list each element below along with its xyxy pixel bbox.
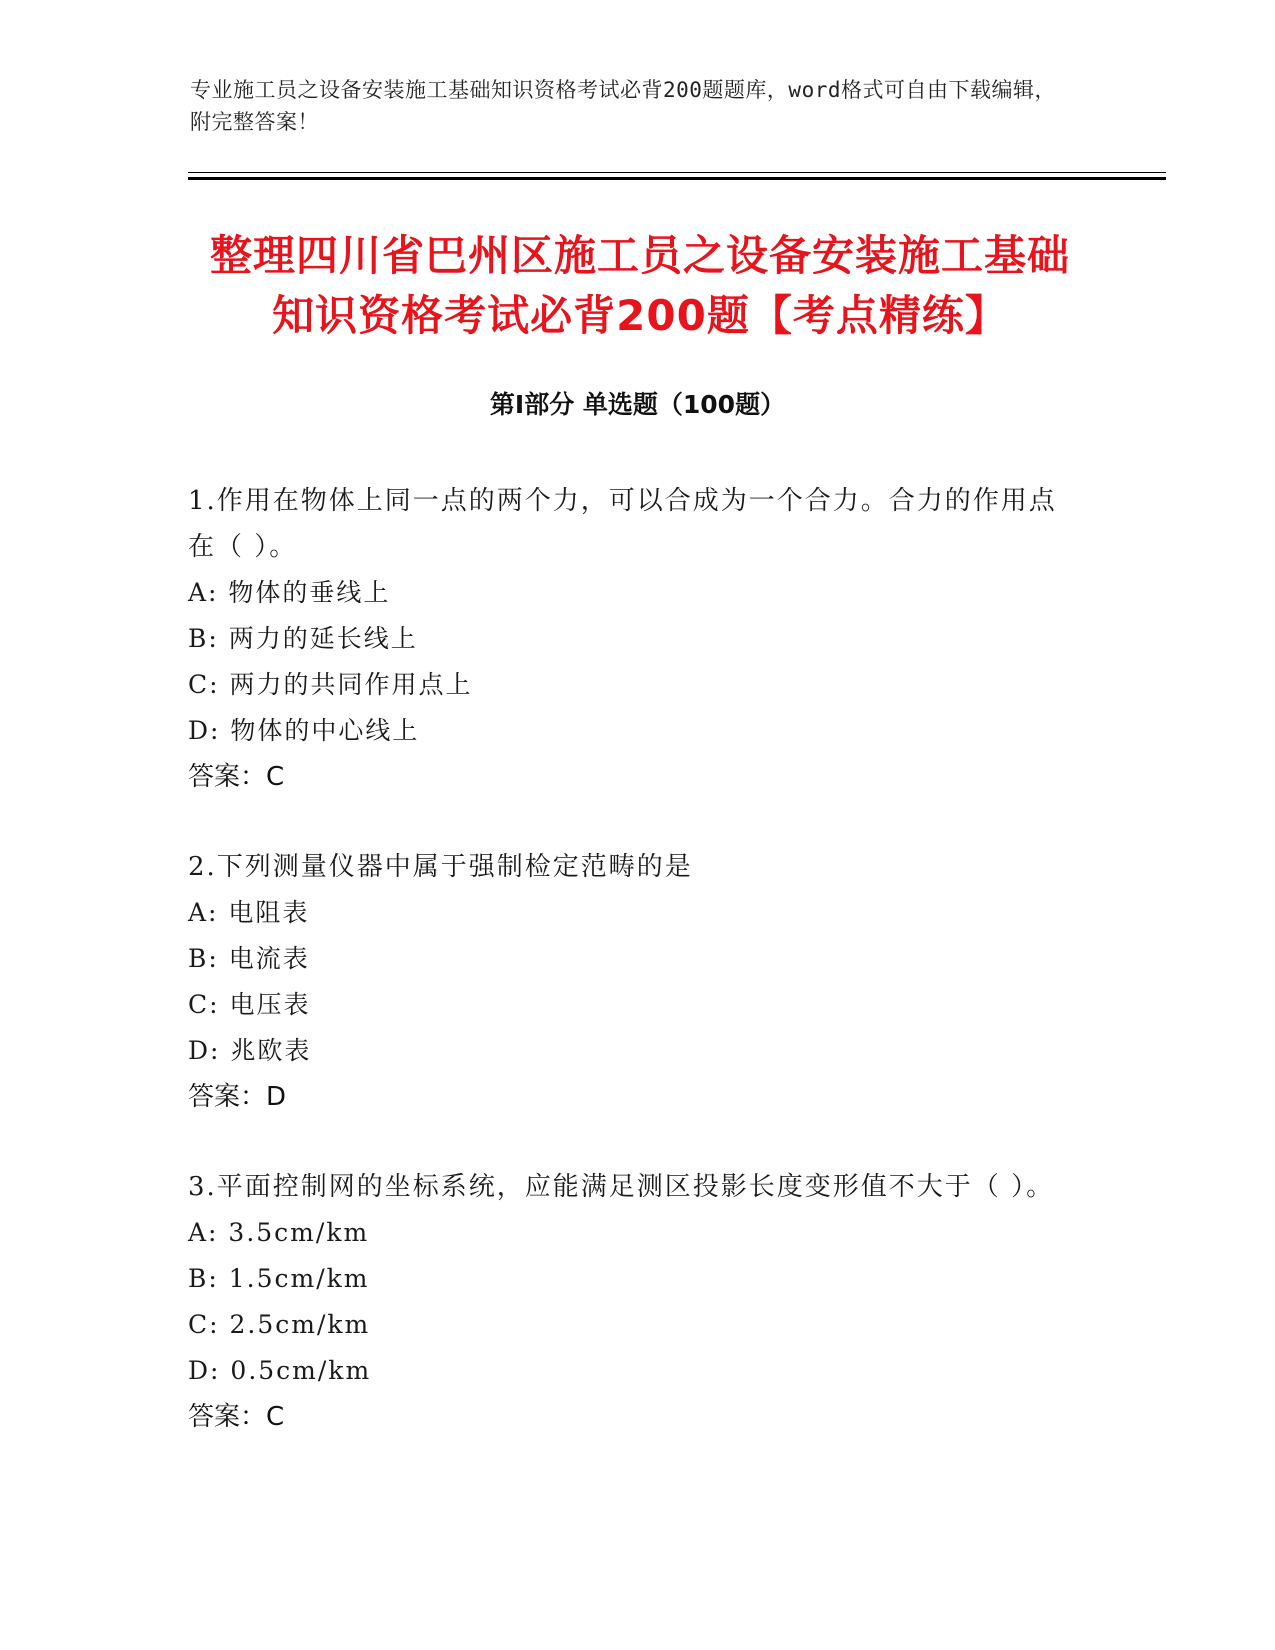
option-d: D: 兆欧表 xyxy=(188,1036,312,1065)
answer: 答案：D xyxy=(188,1082,287,1112)
question-2 xyxy=(188,844,1068,1120)
option-c: C: 两力的共同作用点上 xyxy=(188,670,473,699)
option-a: A: 物体的垂线上 xyxy=(188,578,391,607)
question-stem: 1.作用在物体上同一点的两个力，可以合成为一个合力。合力的作用点在（ ）。 xyxy=(188,486,1057,562)
option-b: B: 两力的延长线上 xyxy=(188,624,418,653)
question-stem: 2.下列测量仪器中属于强制检定范畴的是 xyxy=(188,852,693,882)
document-title: 整理四川省巴州区施工员之设备安装施工基础知识资格考试必背200题【考点精练】 xyxy=(209,231,1070,340)
option-d: D: 物体的中心线上 xyxy=(188,716,420,745)
header-divider-thick xyxy=(188,177,1166,180)
option-d: D: 0.5cm/km xyxy=(188,1356,372,1385)
header-note: 专业施工员之设备安装施工基础知识资格考试必背200题题库，word格式可自由下载编辑，附完整答案！ xyxy=(190,78,1056,134)
question-1 xyxy=(188,478,1068,800)
header-divider-thin xyxy=(188,172,1166,173)
answer: 答案：C xyxy=(188,1402,285,1432)
question-3 xyxy=(188,1164,1068,1440)
option-b: B: 1.5cm/km xyxy=(188,1264,370,1293)
option-a: A: 电阻表 xyxy=(188,898,310,927)
section-heading: 第Ⅰ部分 单选题（100题） xyxy=(489,390,786,419)
question-list xyxy=(188,478,1068,1484)
option-b: B: 电流表 xyxy=(188,944,310,973)
option-c: C: 2.5cm/km xyxy=(188,1310,371,1339)
question-stem: 3.平面控制网的坐标系统，应能满足测区投影长度变形值不大于（ ）。 xyxy=(188,1172,1055,1202)
option-c: C: 电压表 xyxy=(188,990,311,1019)
option-a: A: 3.5cm/km xyxy=(188,1218,370,1247)
answer: 答案：C xyxy=(188,762,285,792)
